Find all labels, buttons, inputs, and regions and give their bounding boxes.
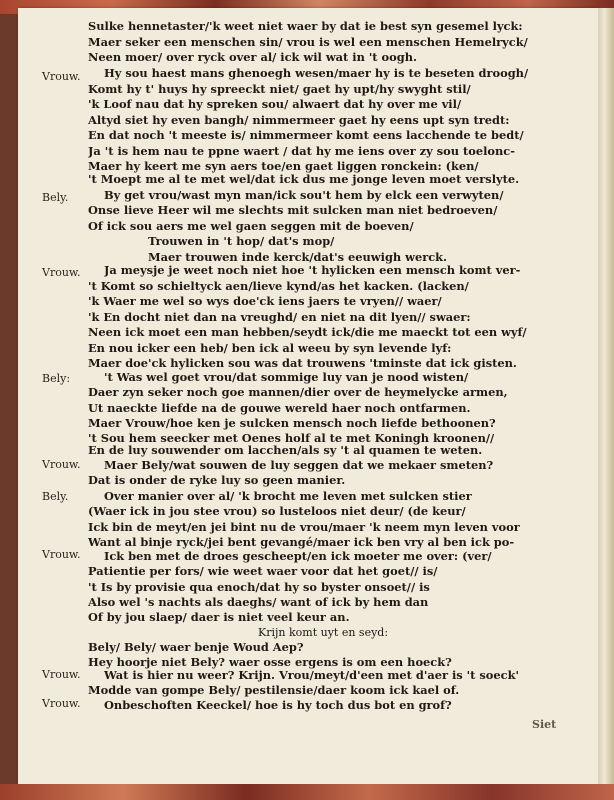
speaker-label: Vrouw. xyxy=(42,697,81,710)
verse-line: Onbeschoften Keeckel/ hoe is hy toch dus bot en grof? xyxy=(104,698,452,712)
verse-line: Over manier over al/ 'k brocht me leven met sulcken stier xyxy=(104,489,472,503)
verse-line: Onse lieve Heer wil me slechts mit sulcken man niet bedroeven/ xyxy=(88,203,498,217)
verse-line: Of by jou slaep/ daer is niet veel keur an. xyxy=(88,610,350,624)
verse-line: Dat is onder de ryke luy so geen manier. xyxy=(88,473,346,487)
verse-line: Maer trouwen inde kerck/dat's eeuwigh werck. xyxy=(148,250,447,264)
verse-line: Maer hy keert me syn aers toe/en gaet liggen ronckein: (ken/ xyxy=(88,159,479,173)
verse-line: By get vrou/wast myn man/ick sou't hem by elck een verwyten/ xyxy=(104,188,504,202)
verse-line: 't Is by provisie qua enoch/dat hy so byster onsoet// is xyxy=(88,580,430,594)
verse-line: 't Sou hem seecker met Oenes holf al te met Koningh kroonen// xyxy=(88,431,495,445)
verse-line: Neen ick moet een man hebben/seydt ick/die me maeckt tot een wyf/ xyxy=(88,325,527,339)
marbled-endpaper-bottom xyxy=(0,784,614,800)
verse-line: En dat noch 't meeste is/ nimmermeer komt eens lacchende te bedt/ xyxy=(88,128,524,142)
verse-line: Maer Vrouw/hoe ken je sulcken mensch noch liefde bethoonen? xyxy=(88,416,496,430)
verse-line: En de luy souwender om lacchen/als sy 't al quamen te weten. xyxy=(88,443,483,457)
verse-line: Also wel 's nachts als daeghs/ want of ick by hem dan xyxy=(88,595,429,609)
page-edge xyxy=(598,8,614,788)
verse-line: Ja 't is hem nau te ppne waert / dat hy me iens over zy sou toelonc- xyxy=(88,144,515,158)
verse-line: 't Komt so schieltyck aen/lieve kynd/as het kacken. (lacken/ xyxy=(88,279,469,293)
verse-line: Ick bin de meyt/en jei bint nu de vrou/maer 'k neem myn leven voor xyxy=(88,520,520,534)
verse-line: Ja meysje je weet noch niet hoe 't hylicken een mensch komt ver- xyxy=(104,263,521,277)
verse-line: Neen moer/ over ryck over al/ ick wil wat in 't oogh. xyxy=(88,50,417,64)
speaker-label: Vrouw. xyxy=(42,70,81,83)
speaker-label: Vrouw. xyxy=(42,458,81,471)
speaker-label: Bely. xyxy=(42,191,69,204)
verse-line: Trouwen in 't hop/ dat's mop/ xyxy=(148,234,335,248)
verse-line: 'k Loof nau dat hy spreken sou/ alwaert dat hy over me vil/ xyxy=(88,97,462,111)
speaker-label: Bely. xyxy=(42,490,69,503)
speaker-label: Vrouw. xyxy=(42,548,81,561)
stage-direction: Krijn komt uyt en seyd: xyxy=(258,626,389,639)
verse-line: Altyd siet hy even bangh/ nimmermeer gaet hy eens upt syn tredt: xyxy=(88,113,510,127)
verse-line: Wat is hier nu weer? Krijn. Vrou/meyt/d'een met d'aer is 't soeck' xyxy=(104,668,519,682)
verse-line: 't Moept me al te met wel/dat ick dus me jonge leven moet verslyte. xyxy=(88,172,520,186)
catchword: Siet xyxy=(532,718,557,731)
verse-line: Ut naeckte liefde na de gouwe wereld haer noch ontfarmen. xyxy=(88,401,471,415)
verse-line: Modde van gompe Bely/ pestilensie/daer koom ick kael of. xyxy=(88,683,460,697)
verse-line: 'k En docht niet dan na vreughd/ en niet na dit lyen// swaer: xyxy=(88,310,471,324)
verse-line: (Waer ick in jou stee vrou) so lusteloos niet deur/ (de keur/ xyxy=(88,504,466,518)
verse-line: Maer Bely/wat souwen de luy seggen dat we mekaer smeten? xyxy=(104,458,494,472)
verse-line: Komt hy t' huys hy spreeckt niet/ gaet hy upt/hy swyght stil/ xyxy=(88,82,471,96)
verse-line: Hy sou haest mans ghenoegh wesen/maer hy is te beseten droogh/ xyxy=(104,66,529,80)
verse-line: Patientie per fors/ wie weet waer voor dat het goet// is/ xyxy=(88,564,438,578)
verse-line: 'k Waer me wel so wys doe'ck iens jaers te vryen// waer/ xyxy=(88,294,442,308)
verse-line: 't Was wel goet vrou/dat sommige luy van je nood wisten/ xyxy=(104,370,469,384)
verse-line: Bely/ Bely/ waer benje Woud Aep? xyxy=(88,640,304,654)
verse-line: Hey hoorje niet Bely? waer osse ergens is om een hoeck? xyxy=(88,655,452,669)
verse-line: Of ick sou aers me wel gaen seggen mit de boeven/ xyxy=(88,219,414,233)
verse-line: Daer zyn seker noch goe mannen/dier over de heymelycke armen, xyxy=(88,385,508,399)
verse-line: Maer seker een menschen sin/ vrou is wel een menschen Hemelryck/ xyxy=(88,35,528,49)
verse-line: Want al binje ryck/jei bent gevangé/maer ick ben vry al ben ick po- xyxy=(88,535,515,549)
speaker-label: Vrouw. xyxy=(42,266,81,279)
speaker-label: Vrouw. xyxy=(42,668,81,681)
verse-line: Maer doe'ck hylicken sou was dat trouwens 'tminste dat ick gisten. xyxy=(88,356,517,370)
verse-line: En nou icker een heb/ ben ick al weeu by syn levende lyf: xyxy=(88,341,452,355)
speaker-label: Bely: xyxy=(42,372,71,385)
verse-line: Ick ben met de droes gescheept/en ick moeter me over: (ver/ xyxy=(104,549,492,563)
verse-line: Sulke hennetaster/'k weet niet waer by dat ie best syn gesemel lyck: xyxy=(88,19,523,33)
